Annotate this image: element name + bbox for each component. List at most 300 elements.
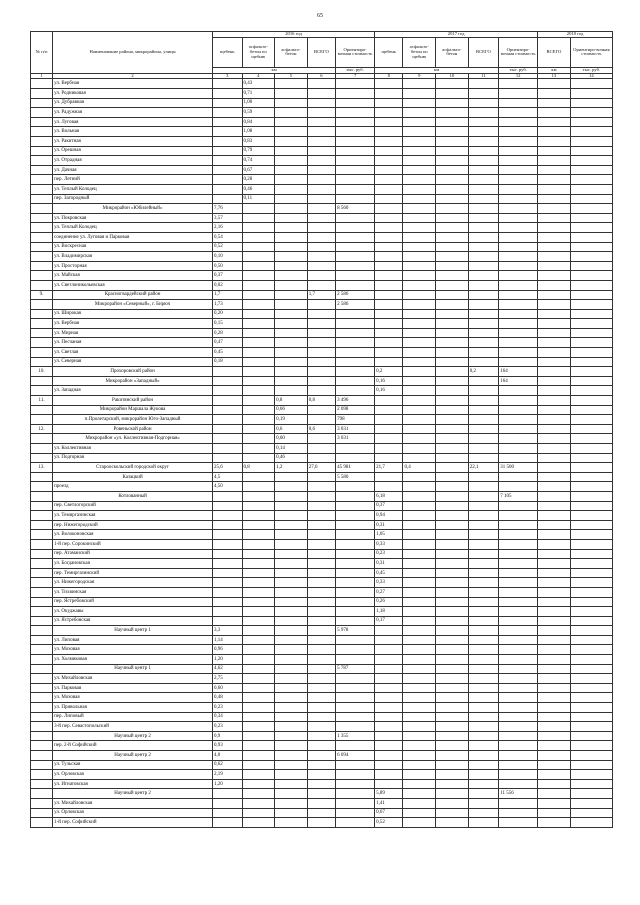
- value-cell: [436, 213, 469, 223]
- value-cell: [336, 712, 375, 722]
- row-name-cell: ул. Орешная: [53, 146, 213, 156]
- value-cell: [499, 798, 538, 808]
- value-cell: [213, 434, 242, 444]
- value-cell: [403, 539, 436, 549]
- value-cell: [336, 242, 375, 252]
- value-cell: [275, 587, 308, 597]
- value-cell: [213, 137, 242, 147]
- value-cell: [538, 635, 571, 645]
- value-cell: [403, 779, 436, 789]
- roads-table: [30, 31, 613, 828]
- value-cell: [213, 818, 242, 828]
- row-number-cell: [31, 626, 53, 636]
- value-cell: [307, 223, 335, 233]
- value-cell: [468, 213, 499, 223]
- row-number-cell: [31, 491, 53, 501]
- value-cell: 0,54: [213, 232, 242, 242]
- value-cell: [307, 204, 335, 214]
- row-name-cell: ул. Радужная: [53, 108, 213, 118]
- value-cell: 0,23: [375, 549, 403, 559]
- value-cell: [436, 501, 469, 511]
- row-name-cell: ул. Ракитная: [53, 137, 213, 147]
- value-cell: [538, 798, 571, 808]
- value-cell: [403, 261, 436, 271]
- value-cell: [307, 108, 335, 118]
- value-cell: [570, 703, 612, 713]
- value-cell: [403, 530, 436, 540]
- row-name-cell: Научный центр 2: [53, 789, 213, 799]
- value-cell: [499, 444, 538, 454]
- value-cell: [275, 156, 308, 166]
- value-cell: [499, 309, 538, 319]
- value-cell: [468, 271, 499, 281]
- value-cell: [213, 175, 242, 185]
- value-cell: [468, 453, 499, 463]
- value-cell: [336, 683, 375, 693]
- value-cell: [499, 568, 538, 578]
- table-row: [31, 530, 613, 540]
- value-cell: [538, 751, 571, 761]
- row-name-cell: ул. Липовая: [53, 635, 213, 645]
- value-cell: [336, 741, 375, 751]
- value-cell: [375, 165, 403, 175]
- value-cell: [499, 722, 538, 732]
- row-number-cell: [31, 146, 53, 156]
- table-row: [31, 818, 613, 828]
- value-cell: [538, 731, 571, 741]
- value-cell: [275, 271, 308, 281]
- value-cell: [213, 156, 242, 166]
- value-cell: [242, 616, 275, 626]
- table-row: [31, 376, 613, 386]
- value-cell: [275, 280, 308, 290]
- value-cell: [436, 511, 469, 521]
- value-cell: [375, 396, 403, 406]
- header-unit-km: км: [375, 67, 499, 73]
- value-cell: [307, 415, 335, 425]
- value-cell: [375, 204, 403, 214]
- value-cell: [336, 491, 375, 501]
- value-cell: [468, 309, 499, 319]
- value-cell: [242, 779, 275, 789]
- value-cell: [307, 386, 335, 396]
- row-number-cell: [31, 98, 53, 108]
- header-year-2017: 2017 год: [375, 32, 538, 38]
- value-cell: 4,50: [213, 482, 242, 492]
- value-cell: [436, 348, 469, 358]
- value-cell: [375, 731, 403, 741]
- value-cell: [213, 587, 242, 597]
- value-cell: [570, 568, 612, 578]
- value-cell: [375, 712, 403, 722]
- table-row: [31, 808, 613, 818]
- value-cell: [275, 818, 308, 828]
- value-cell: [403, 501, 436, 511]
- row-number-cell: [31, 722, 53, 732]
- table-row: [31, 472, 613, 482]
- value-cell: [499, 482, 538, 492]
- value-cell: [499, 424, 538, 434]
- value-cell: [570, 779, 612, 789]
- column-number: 9: [403, 73, 436, 79]
- value-cell: [307, 568, 335, 578]
- value-cell: [538, 261, 571, 271]
- value-cell: [538, 108, 571, 118]
- row-number-cell: [31, 616, 53, 626]
- value-cell: [538, 242, 571, 252]
- value-cell: [538, 348, 571, 358]
- value-cell: [499, 242, 538, 252]
- table-row: [31, 751, 613, 761]
- row-name-cell: Научный центр 1: [53, 626, 213, 636]
- value-cell: [570, 376, 612, 386]
- value-cell: [538, 175, 571, 185]
- value-cell: [213, 501, 242, 511]
- row-number-cell: [31, 655, 53, 665]
- header-unit-rub: тыс. руб.: [570, 67, 612, 73]
- value-cell: [468, 98, 499, 108]
- table-row: [31, 108, 613, 118]
- table-header: [31, 32, 613, 79]
- value-cell: [538, 165, 571, 175]
- value-cell: [242, 300, 275, 310]
- value-cell: [375, 280, 403, 290]
- table-row: [31, 597, 613, 607]
- table-row: [31, 309, 613, 319]
- value-cell: [538, 89, 571, 99]
- value-cell: [275, 779, 308, 789]
- value-cell: [213, 108, 242, 118]
- value-cell: [403, 252, 436, 262]
- value-cell: [403, 415, 436, 425]
- value-cell: [570, 280, 612, 290]
- row-name-cell: ул. Нижегородская: [53, 578, 213, 588]
- row-name-cell: Прохоровский район: [53, 367, 213, 377]
- value-cell: [499, 300, 538, 310]
- value-cell: [499, 98, 538, 108]
- value-cell: [436, 146, 469, 156]
- value-cell: 45 981: [336, 463, 375, 473]
- value-cell: [570, 146, 612, 156]
- value-cell: [275, 204, 308, 214]
- value-cell: [275, 511, 308, 521]
- value-cell: [468, 530, 499, 540]
- value-cell: [275, 751, 308, 761]
- value-cell: [570, 597, 612, 607]
- value-cell: [538, 127, 571, 137]
- value-cell: [570, 645, 612, 655]
- header-unit-km: км: [213, 67, 336, 73]
- value-cell: [275, 520, 308, 530]
- value-cell: [275, 290, 308, 300]
- table-row: [31, 798, 613, 808]
- row-name-cell: пер. Загородный: [53, 194, 213, 204]
- value-cell: [213, 597, 242, 607]
- value-cell: [538, 539, 571, 549]
- value-cell: [403, 798, 436, 808]
- value-cell: 2 698: [336, 405, 375, 415]
- value-cell: [336, 137, 375, 147]
- value-cell: [468, 741, 499, 751]
- value-cell: 0,50: [213, 261, 242, 271]
- column-number: 11: [468, 73, 499, 79]
- row-number-cell: [31, 223, 53, 233]
- table-row: [31, 280, 613, 290]
- value-cell: [275, 626, 308, 636]
- row-name-cell: Научный центр 2: [53, 731, 213, 741]
- value-cell: [468, 156, 499, 166]
- value-cell: [499, 751, 538, 761]
- table-row: [31, 645, 613, 655]
- value-cell: [570, 424, 612, 434]
- row-name-cell: Научный центр 1: [53, 664, 213, 674]
- value-cell: [570, 491, 612, 501]
- row-name-cell: ул. Подгорная: [53, 453, 213, 463]
- value-cell: [570, 463, 612, 473]
- row-name-cell: ул. Светлоникольевская: [53, 280, 213, 290]
- value-cell: [538, 587, 571, 597]
- value-cell: [570, 530, 612, 540]
- value-cell: [436, 424, 469, 434]
- value-cell: [499, 520, 538, 530]
- value-cell: [275, 674, 308, 684]
- value-cell: [436, 232, 469, 242]
- value-cell: 164: [499, 376, 538, 386]
- column-number: 10: [436, 73, 469, 79]
- value-cell: [436, 386, 469, 396]
- value-cell: [242, 434, 275, 444]
- row-number-cell: [31, 165, 53, 175]
- value-cell: [499, 760, 538, 770]
- value-cell: [468, 597, 499, 607]
- value-cell: [375, 156, 403, 166]
- value-cell: [499, 290, 538, 300]
- value-cell: [336, 376, 375, 386]
- table-row: [31, 578, 613, 588]
- value-cell: [307, 770, 335, 780]
- value-cell: [403, 741, 436, 751]
- value-cell: 0,16: [375, 386, 403, 396]
- row-number-cell: [31, 117, 53, 127]
- value-cell: [538, 741, 571, 751]
- page-number: 65: [317, 13, 323, 19]
- value-cell: [538, 117, 571, 127]
- value-cell: [538, 597, 571, 607]
- row-number-cell: [31, 587, 53, 597]
- value-cell: [275, 491, 308, 501]
- value-cell: [570, 127, 612, 137]
- value-cell: [468, 770, 499, 780]
- value-cell: [403, 722, 436, 732]
- value-cell: [570, 444, 612, 454]
- value-cell: [499, 319, 538, 329]
- value-cell: [403, 434, 436, 444]
- value-cell: [436, 252, 469, 262]
- header-asphalt-on-gravel: асфальто-бетон по щебню: [403, 37, 436, 67]
- value-cell: [275, 568, 308, 578]
- value-cell: [436, 645, 469, 655]
- value-cell: 0,59: [242, 108, 275, 118]
- value-cell: [275, 223, 308, 233]
- value-cell: [538, 367, 571, 377]
- value-cell: [403, 693, 436, 703]
- value-cell: [499, 156, 538, 166]
- row-number-cell: [31, 568, 53, 578]
- table-row: [31, 491, 613, 501]
- value-cell: [403, 232, 436, 242]
- value-cell: [336, 232, 375, 242]
- row-name-cell: ул. Орловская: [53, 770, 213, 780]
- value-cell: [468, 645, 499, 655]
- value-cell: [242, 472, 275, 482]
- value-cell: [375, 252, 403, 262]
- value-cell: 0,96: [213, 645, 242, 655]
- value-cell: 1 355: [336, 731, 375, 741]
- value-cell: [468, 491, 499, 501]
- value-cell: [436, 635, 469, 645]
- value-cell: 5,89: [375, 789, 403, 799]
- row-name-cell: ул. Мирная: [53, 328, 213, 338]
- row-number-cell: [31, 271, 53, 281]
- value-cell: [538, 645, 571, 655]
- value-cell: [538, 770, 571, 780]
- value-cell: [570, 194, 612, 204]
- value-cell: [275, 703, 308, 713]
- value-cell: 0,67: [242, 165, 275, 175]
- header-asphalt: асфальто-бетон: [275, 37, 308, 67]
- row-number-cell: 10.: [31, 367, 53, 377]
- value-cell: [403, 280, 436, 290]
- value-cell: 164: [499, 367, 538, 377]
- value-cell: [468, 204, 499, 214]
- value-cell: [307, 127, 335, 137]
- value-cell: [275, 117, 308, 127]
- value-cell: [307, 818, 335, 828]
- value-cell: 5 580: [336, 472, 375, 482]
- value-cell: [538, 616, 571, 626]
- value-cell: [242, 635, 275, 645]
- value-cell: [436, 89, 469, 99]
- value-cell: [436, 722, 469, 732]
- value-cell: [213, 616, 242, 626]
- header-gravel: щебень: [375, 37, 403, 67]
- value-cell: [336, 309, 375, 319]
- value-cell: [336, 635, 375, 645]
- value-cell: [275, 319, 308, 329]
- value-cell: [242, 338, 275, 348]
- value-cell: 0,83: [242, 137, 275, 147]
- value-cell: [538, 137, 571, 147]
- value-cell: [275, 539, 308, 549]
- row-name-cell: ул. Широкая: [53, 309, 213, 319]
- row-name-cell: ул. Богдановская: [53, 559, 213, 569]
- value-cell: [403, 386, 436, 396]
- value-cell: [242, 280, 275, 290]
- value-cell: [468, 348, 499, 358]
- value-cell: 21,7: [375, 463, 403, 473]
- value-cell: [336, 165, 375, 175]
- value-cell: [538, 779, 571, 789]
- value-cell: [436, 539, 469, 549]
- value-cell: [468, 444, 499, 454]
- value-cell: [307, 89, 335, 99]
- value-cell: [570, 511, 612, 521]
- value-cell: [242, 751, 275, 761]
- value-cell: [468, 117, 499, 127]
- value-cell: [275, 722, 308, 732]
- value-cell: 0,26: [375, 597, 403, 607]
- value-cell: [468, 731, 499, 741]
- value-cell: [436, 683, 469, 693]
- value-cell: [242, 290, 275, 300]
- value-cell: [375, 328, 403, 338]
- value-cell: [436, 194, 469, 204]
- value-cell: [468, 472, 499, 482]
- row-name-cell: пер. Темиргазинский: [53, 568, 213, 578]
- row-number-cell: [31, 501, 53, 511]
- value-cell: [275, 501, 308, 511]
- column-number: 1: [31, 73, 53, 79]
- value-cell: [436, 396, 469, 406]
- value-cell: [375, 79, 403, 89]
- row-name-cell: Микрорайон «Западный»: [53, 376, 213, 386]
- value-cell: 0,8: [275, 396, 308, 406]
- value-cell: [242, 204, 275, 214]
- row-number-cell: [31, 712, 53, 722]
- value-cell: [570, 539, 612, 549]
- value-cell: [538, 674, 571, 684]
- row-name-cell: Красногвардейский район: [53, 290, 213, 300]
- value-cell: [468, 683, 499, 693]
- value-cell: [538, 376, 571, 386]
- value-cell: [538, 396, 571, 406]
- value-cell: [468, 559, 499, 569]
- value-cell: [499, 587, 538, 597]
- table-row: [31, 367, 613, 377]
- value-cell: [499, 741, 538, 751]
- table-row: [31, 232, 613, 242]
- value-cell: [336, 261, 375, 271]
- row-name-cell: ул. Покровская: [53, 213, 213, 223]
- value-cell: [375, 722, 403, 732]
- value-cell: [242, 645, 275, 655]
- table-row: [31, 204, 613, 214]
- value-cell: [436, 376, 469, 386]
- value-cell: [570, 184, 612, 194]
- value-cell: 0,60: [213, 683, 242, 693]
- value-cell: [538, 79, 571, 89]
- value-cell: [570, 261, 612, 271]
- value-cell: [538, 357, 571, 367]
- value-cell: [499, 194, 538, 204]
- value-cell: [538, 338, 571, 348]
- row-number-cell: [31, 520, 53, 530]
- value-cell: [375, 184, 403, 194]
- value-cell: 0,27: [375, 587, 403, 597]
- value-cell: [436, 626, 469, 636]
- value-cell: 3 031: [336, 434, 375, 444]
- value-cell: [275, 242, 308, 252]
- value-cell: [570, 549, 612, 559]
- value-cell: [538, 424, 571, 434]
- value-cell: [275, 616, 308, 626]
- value-cell: [538, 511, 571, 521]
- value-cell: [375, 741, 403, 751]
- value-cell: [403, 511, 436, 521]
- value-cell: [570, 760, 612, 770]
- value-cell: [570, 616, 612, 626]
- row-number-cell: [31, 444, 53, 454]
